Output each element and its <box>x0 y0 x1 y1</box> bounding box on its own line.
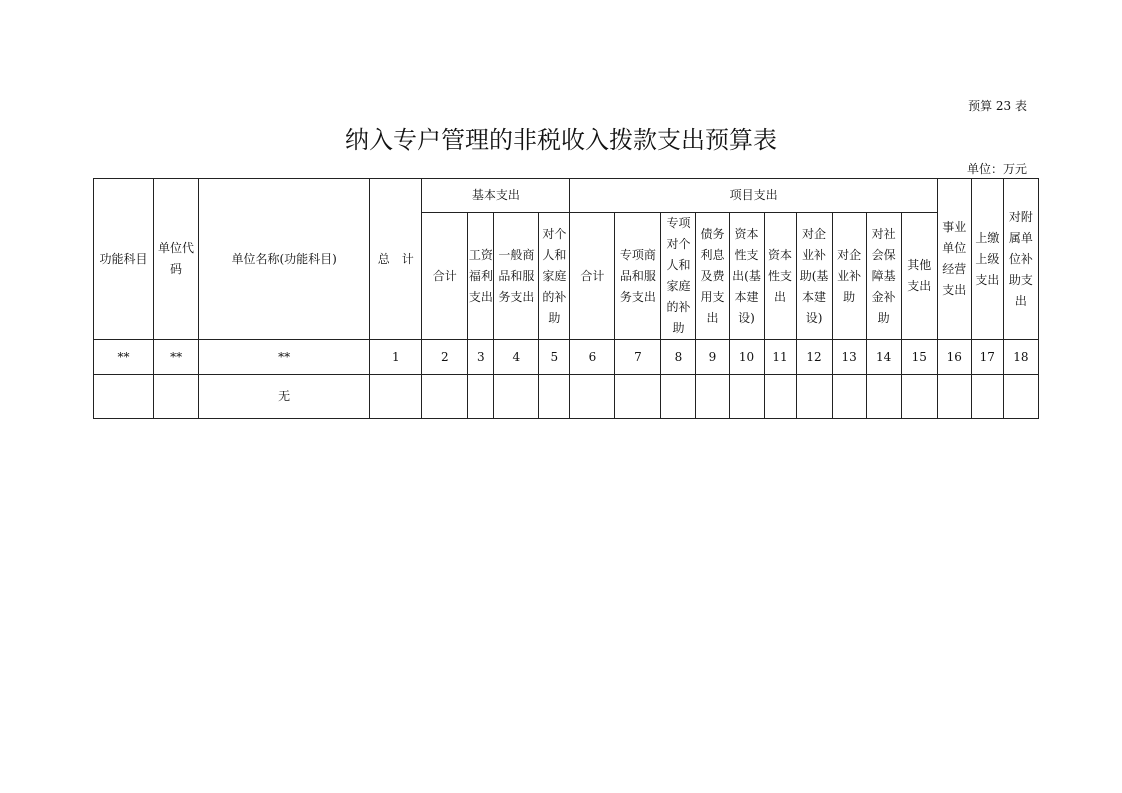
header-project-other: 其他 支出 <box>901 213 937 340</box>
header-project-total: 合计 <box>570 213 615 340</box>
header-project-subsidy: 专项 对个 人和 家庭 的补 助 <box>661 213 696 340</box>
index-cell: 16 <box>937 340 971 375</box>
index-cell: 4 <box>494 340 539 375</box>
index-cell: ** <box>199 340 370 375</box>
index-cell: 1 <box>370 340 422 375</box>
data-cell <box>729 375 764 419</box>
data-cell <box>796 375 832 419</box>
index-cell: 18 <box>1003 340 1038 375</box>
header-project-enterprise: 对企 业补 助 <box>832 213 866 340</box>
header-project-group: 项目支出 <box>570 179 937 213</box>
header-affiliate: 对附 属单 位补 助支 出 <box>1003 179 1038 340</box>
index-cell: ** <box>94 340 154 375</box>
index-cell: 7 <box>615 340 661 375</box>
data-cell <box>901 375 937 419</box>
index-cell: 12 <box>796 340 832 375</box>
data-cell <box>468 375 494 419</box>
index-cell: 15 <box>901 340 937 375</box>
data-cell <box>1003 375 1038 419</box>
page-title: 纳入专户管理的非税收入拨款支出预算表 <box>345 126 777 154</box>
header-total: 总 计 <box>370 179 422 340</box>
header-enterprise: 事业 单位 经营 支出 <box>937 179 971 340</box>
index-cell: 11 <box>764 340 796 375</box>
index-cell: 17 <box>971 340 1003 375</box>
data-cell: 无 <box>199 375 370 419</box>
data-cell <box>866 375 901 419</box>
header-project-capital: 资本 性支 出 <box>764 213 796 340</box>
header-basic-goods: 一般商 品和服 务支出 <box>494 213 539 340</box>
data-cell <box>937 375 971 419</box>
index-cell: 8 <box>661 340 696 375</box>
data-cell <box>832 375 866 419</box>
data-cell <box>696 375 729 419</box>
budget-table <box>93 178 1039 419</box>
table-row <box>94 375 1039 419</box>
data-cell <box>764 375 796 419</box>
data-cell <box>539 375 570 419</box>
header-basic-group: 基本支出 <box>422 179 570 213</box>
header-project-capital-build: 资本 性支 出(基 本建 设) <box>729 213 764 340</box>
data-cell <box>154 375 199 419</box>
index-cell: 5 <box>539 340 570 375</box>
data-cell <box>615 375 661 419</box>
data-cell <box>422 375 468 419</box>
header-upper: 上缴 上级 支出 <box>971 179 1003 340</box>
header-unit-code: 单位代 码 <box>154 179 199 340</box>
form-number: 预算 23 表 <box>968 99 1027 113</box>
index-cell: 14 <box>866 340 901 375</box>
header-project-enterprise-build: 对企 业补 助(基 本建 设) <box>796 213 832 340</box>
index-cell: 13 <box>832 340 866 375</box>
data-cell <box>971 375 1003 419</box>
unit-label: 单位：万元 <box>966 162 1027 176</box>
index-cell: ** <box>154 340 199 375</box>
index-cell: 2 <box>422 340 468 375</box>
header-basic-total: 合计 <box>422 213 468 340</box>
index-row <box>94 340 1039 375</box>
data-cell <box>370 375 422 419</box>
data-cell <box>494 375 539 419</box>
data-cell <box>570 375 615 419</box>
index-cell: 6 <box>570 340 615 375</box>
header-project-debt: 债务 利息 及费 用支 出 <box>696 213 729 340</box>
data-cell <box>94 375 154 419</box>
header-func-subject: 功能科目 <box>94 179 154 340</box>
header-basic-wages: 工资 福利 支出 <box>468 213 494 340</box>
header-basic-subsidy: 对个 人和 家庭 的补 助 <box>539 213 570 340</box>
header-project-social-security: 对社 会保 障基 金补 助 <box>866 213 901 340</box>
index-cell: 9 <box>696 340 729 375</box>
header-row-1 <box>94 179 1039 213</box>
index-cell: 10 <box>729 340 764 375</box>
header-unit-name: 单位名称(功能科目) <box>199 179 370 340</box>
data-cell <box>661 375 696 419</box>
header-project-goods: 专项商 品和服 务支出 <box>615 213 661 340</box>
index-cell: 3 <box>468 340 494 375</box>
